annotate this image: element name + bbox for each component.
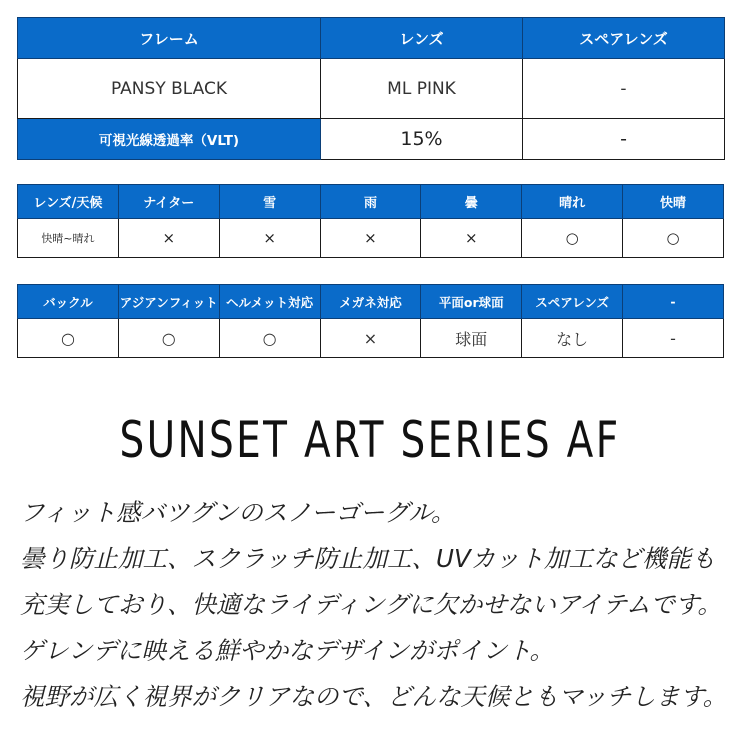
weather-header: レンズ/天候 — [18, 185, 119, 219]
header-spare-lens: スペアレンズ — [523, 18, 725, 59]
weather-cell: 快晴~晴れ — [18, 219, 119, 258]
feature-header: アジアンフィット — [118, 285, 219, 319]
vlt-spare-value: - — [523, 119, 725, 160]
header-frame: フレーム — [18, 18, 321, 59]
description-line: 視野が広く視界がクリアなので、どんな天候ともマッチします。 — [20, 682, 728, 711]
feature-header: メガネ対応 — [320, 285, 421, 319]
weather-cell: × — [421, 219, 522, 258]
vlt-label: 可視光線透過率（VLT) — [18, 119, 321, 160]
description-line: 曇り防止加工、スクラッチ防止加工、UVカット加工など機能も — [20, 544, 716, 573]
vlt-value: 15% — [321, 119, 523, 160]
weather-header: 雨 — [320, 185, 421, 219]
feature-cell: なし — [522, 319, 623, 358]
weather-header: 晴れ — [522, 185, 623, 219]
weather-cell: ○ — [522, 219, 623, 258]
spare-lens-value: - — [523, 59, 725, 119]
feature-header: - — [623, 285, 724, 319]
weather-header: 快晴 — [623, 185, 724, 219]
feature-cell: ○ — [118, 319, 219, 358]
feature-header: スペアレンズ — [522, 285, 623, 319]
feature-cell: 球面 — [421, 319, 522, 358]
weather-header: ナイター — [118, 185, 219, 219]
product-description — [20, 490, 728, 720]
weather-table — [17, 184, 724, 258]
feature-header: ヘルメット対応 — [219, 285, 320, 319]
frame-value: PANSY BLACK — [18, 59, 321, 119]
feature-cell: ○ — [18, 319, 119, 358]
description-line: フィット感バツグンのスノーゴーグル。 — [20, 498, 456, 527]
weather-header: 曇 — [421, 185, 522, 219]
weather-cell: ○ — [623, 219, 724, 258]
description-line: ゲレンデに映える鮮やかなデザインがポイント。 — [20, 636, 554, 665]
feature-cell: × — [320, 319, 421, 358]
header-lens: レンズ — [321, 18, 523, 59]
feature-cell: ○ — [219, 319, 320, 358]
lens-value: ML PINK — [321, 59, 523, 119]
feature-table — [17, 284, 724, 358]
product-title: SUNSET ART SERIES AF — [119, 411, 621, 469]
weather-cell: × — [219, 219, 320, 258]
weather-cell: × — [320, 219, 421, 258]
description-line: 充実しており、快適なライディングに欠かせないアイテムです。 — [20, 590, 722, 619]
weather-header: 雪 — [219, 185, 320, 219]
spec-table — [17, 17, 725, 160]
weather-cell: × — [118, 219, 219, 258]
feature-cell: - — [623, 319, 724, 358]
feature-header: バックル — [18, 285, 119, 319]
feature-header: 平面or球面 — [421, 285, 522, 319]
